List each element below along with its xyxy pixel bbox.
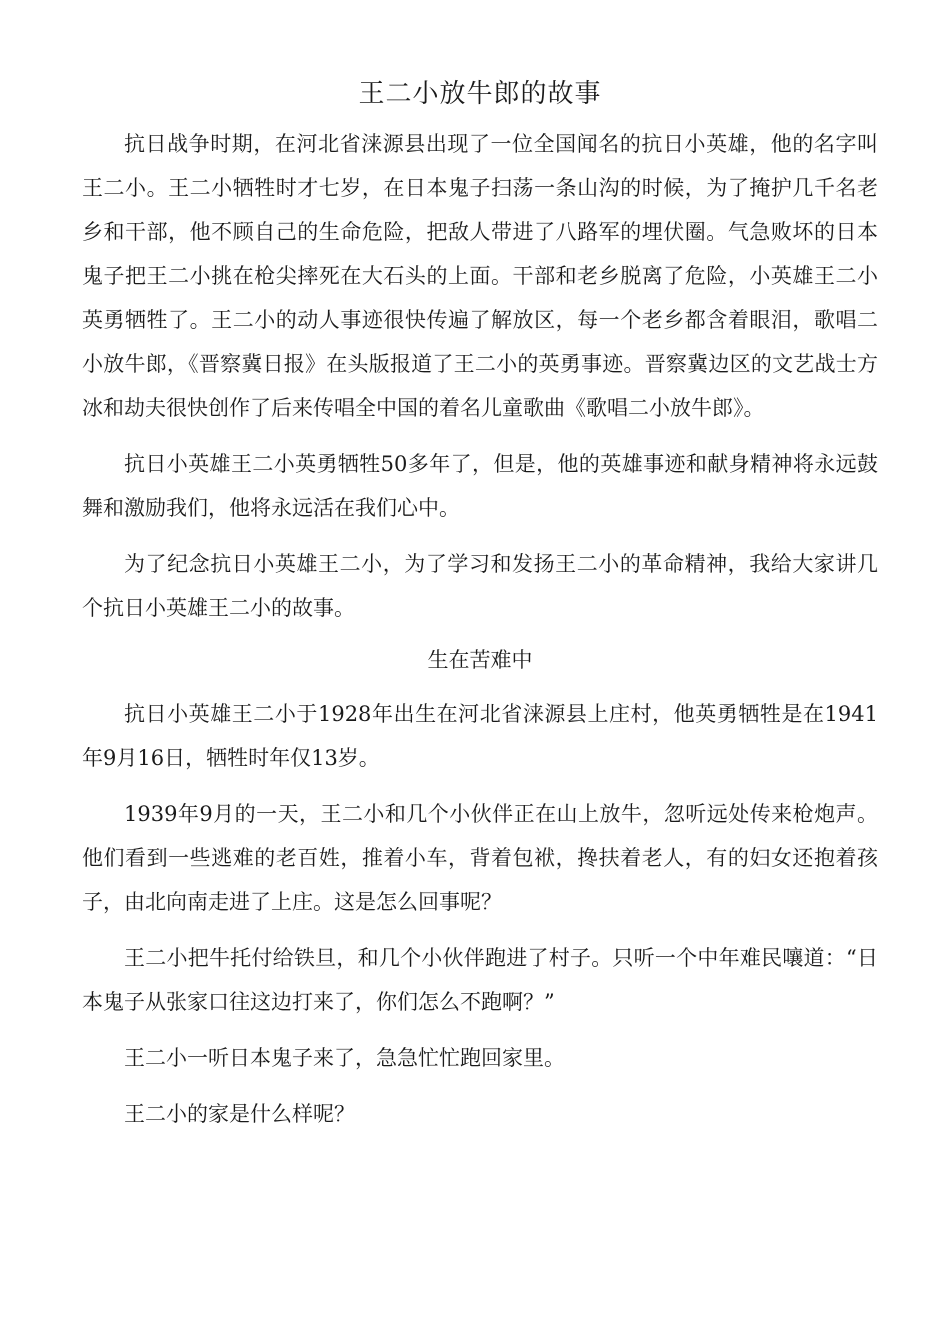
document-page bbox=[82, 74, 878, 1148]
section-paragraph-2: 1939年9月的一天，王二小和几个小伙伴正在山上放牛，忽听远处传来枪炮声。他们看到一些逃难的老百姓，推着小车，背着包袱，搀扶着老人，有的妇女还抱着孩子，由北向南走进了上庄。这是怎么回事呢？ bbox=[82, 802, 878, 914]
intro-paragraph-1: 抗日战争时期，在河北省涞源县出现了一位全国闻名的抗日小英雄，他的名字叫王二小。王二小牺牲时才七岁，在日本鬼子扫荡一条山沟的时候，为了掩护几千名老乡和干部，他不顾自己的生命危险，把敌人带进了八路军的埋伏圈。气急败坏的日本鬼子把王二小挑在枪尖摔死在大石头的上面。干部和老乡脱离了危险，小英雄王二小英勇牺牲了。王二小的动人事迹很快传遍了解放区，每一个老乡都含着眼泪，歌唱二小放牛郎，《晋察冀日报》在头版报道了王二小的英勇事迹。晋察冀边区的文艺战士方冰和劫夫很快创作了后来传唱全中国的着名儿童歌曲《歌唱二小放牛郎》。 bbox=[82, 132, 878, 420]
document-title: 王二小放牛郎的故事 bbox=[358, 79, 602, 109]
intro-paragraph-3: 为了纪念抗日小英雄王二小，为了学习和发扬王二小的革命精神，我给大家讲几个抗日小英雄王二小的故事。 bbox=[82, 552, 878, 620]
section-paragraph-5: 王二小的家是什么样呢？ bbox=[124, 1102, 355, 1126]
section-title: 生在苦难中 bbox=[427, 648, 533, 672]
section-paragraph-3: 王二小把牛托付给铁旦，和几个小伙伴跑进了村子。只听一个中年难民嚷道：“日本鬼子从张家口往这边打来了，你们怎么不跑啊？” bbox=[82, 946, 878, 1014]
section-paragraph-4: 王二小一听日本鬼子来了，急急忙忙跑回家里。 bbox=[124, 1046, 565, 1070]
intro-paragraph-2: 抗日小英雄王二小英勇牺牲50多年了，但是，他的英雄事迹和献身精神将永远鼓舞和激励我们，他将永远活在我们心中。 bbox=[82, 452, 878, 520]
section-paragraph-1: 抗日小英雄王二小于1928年出生在河北省涞源县上庄村，他英勇牺牲是在1941年9月16日，牺牲时年仅13岁。 bbox=[82, 702, 878, 770]
